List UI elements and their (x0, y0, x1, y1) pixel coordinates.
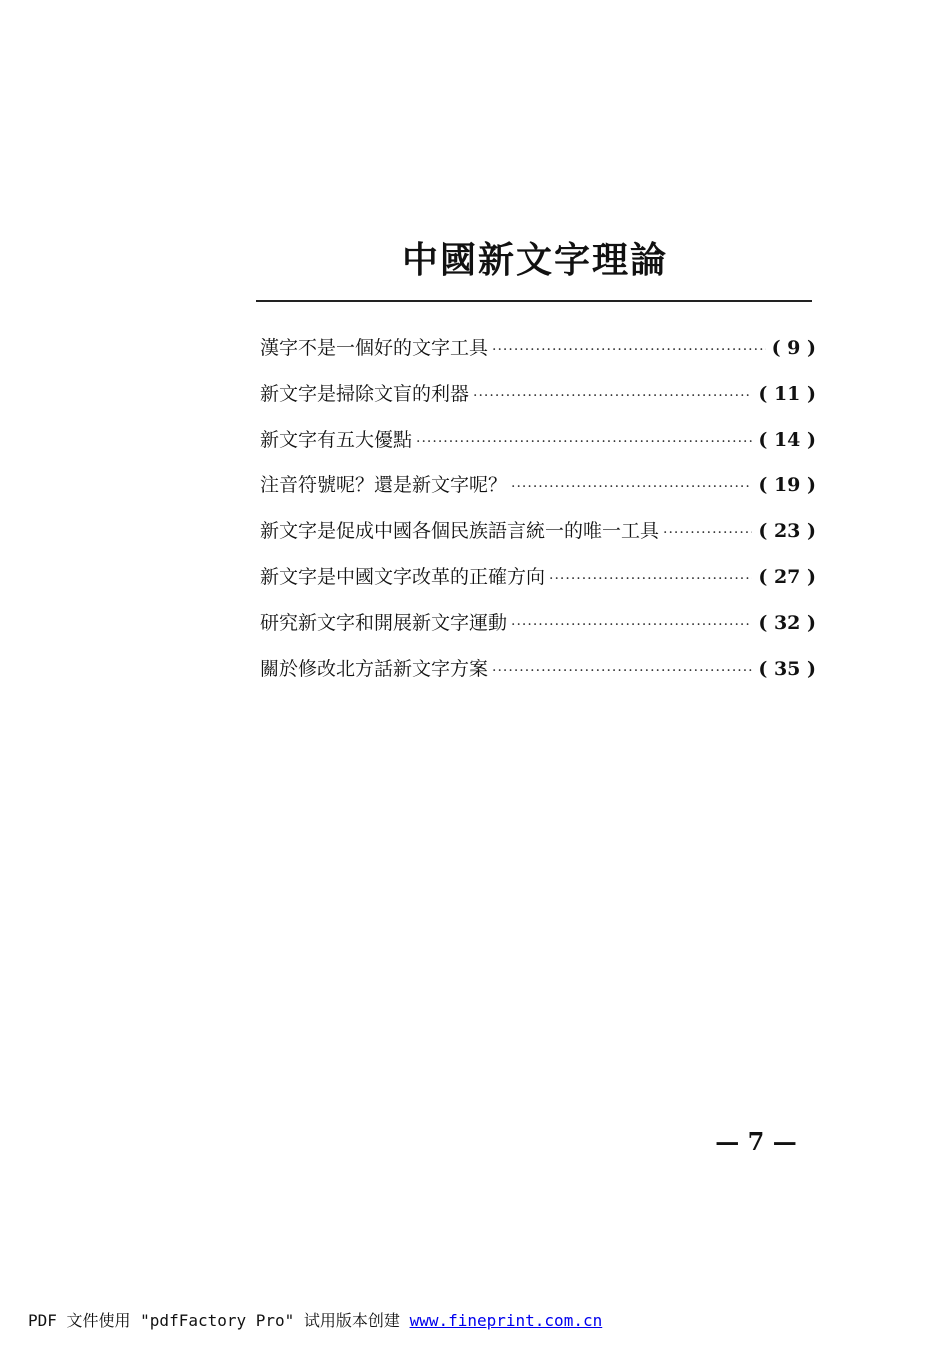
page-title: 中國新文字理論 (401, 239, 668, 281)
toc-entry-page: ( 23 ) (758, 520, 816, 543)
toc-entry-title: 新文字有五大優點 (260, 428, 413, 451)
toc-entry-title: 關於修改北方話新文字方案 (260, 657, 489, 680)
toc-dot-leader (511, 465, 752, 510)
toc-dot-leader (549, 557, 752, 602)
toc-entry-page: ( 14 ) (758, 428, 816, 451)
toc-entry-title: 漢字不是一個好的文字工具 (260, 337, 489, 359)
footer-text: PDF 文件使用 "pdfFactory Pro" 试用版本创建 (28, 1311, 410, 1330)
footer-link[interactable]: www.fineprint.com.cn (409, 1311, 603, 1330)
toc-dot-leader (663, 511, 752, 556)
toc-dot-leader (473, 374, 752, 419)
toc-entry (260, 601, 816, 647)
toc-entry (260, 463, 816, 509)
page-number: — 7 — (715, 1127, 797, 1156)
toc-entry (260, 418, 816, 464)
toc-entry (260, 372, 816, 418)
toc-dot-leader (511, 603, 752, 648)
toc-entry-page: ( 35 ) (758, 657, 816, 680)
toc-entry (260, 647, 816, 693)
toc-entry (260, 509, 816, 555)
toc-entry-page: ( 9 ) (771, 337, 816, 359)
toc-entry-page: ( 19 ) (758, 474, 816, 497)
toc-entry-title: 注音符號呢？還是新文字呢？ (260, 474, 508, 497)
toc-dot-leader (492, 649, 752, 694)
title-divider (256, 300, 812, 302)
toc-dot-leader (416, 420, 752, 465)
toc-entry-page: ( 11 ) (758, 382, 816, 405)
toc-entry-title: 研究新文字和開展新文字運動 (260, 611, 508, 634)
toc-dot-leader (492, 328, 766, 373)
toc-entry-title: 新文字是掃除文盲的利器 (260, 382, 470, 405)
table-of-contents (260, 326, 816, 692)
toc-entry-title: 新文字是中國文字改革的正確方向 (260, 565, 546, 588)
toc-entry-page: ( 27 ) (758, 565, 816, 588)
toc-entry (260, 555, 816, 601)
toc-entry-page: ( 32 ) (758, 611, 816, 634)
toc-entry (260, 326, 816, 372)
toc-entry-title: 新文字是促成中國各個民族語言統一的唯一工具 (260, 520, 660, 543)
pdf-footer (28, 1308, 602, 1331)
